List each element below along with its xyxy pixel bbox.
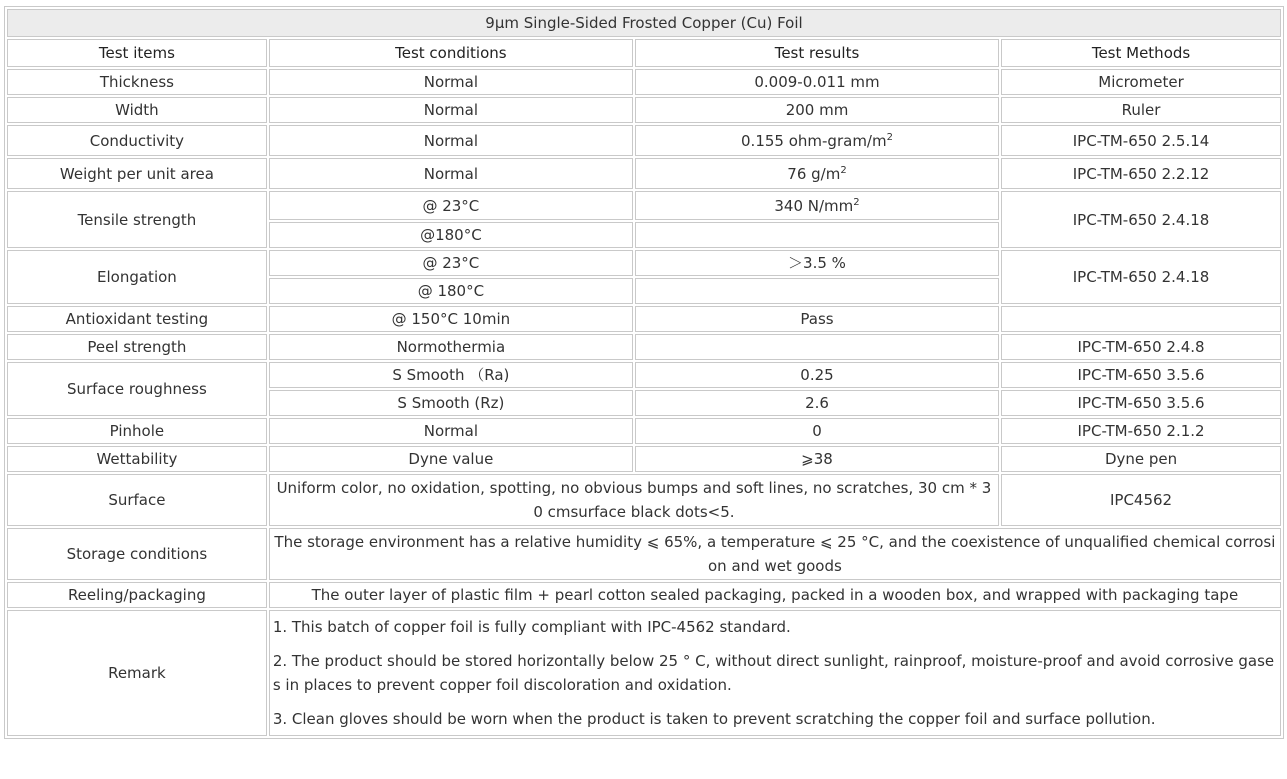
method-cell: IPC-TM-650 3.5.6: [1001, 390, 1281, 416]
table-row: [7, 362, 1281, 388]
method-cell: Micrometer: [1001, 69, 1281, 95]
condition-cell: Normal: [269, 418, 633, 444]
result-cell: [635, 222, 999, 248]
item-cell: Elongation: [7, 250, 267, 304]
table-row: [7, 250, 1281, 276]
condition-cell: Normal: [269, 125, 633, 156]
spec-table: [4, 6, 1284, 739]
item-cell: Tensile strength: [7, 191, 267, 248]
table-row: [7, 418, 1281, 444]
method-cell: IPC-TM-650 2.2.12: [1001, 158, 1281, 189]
item-cell: Surface: [7, 474, 267, 526]
table-row: [7, 306, 1281, 332]
condition-cell: Dyne value: [269, 446, 633, 472]
condition-cell: S Smooth （Ra): [269, 362, 633, 388]
condition-cell: Normal: [269, 97, 633, 123]
condition-cell: @ 150°C 10min: [269, 306, 633, 332]
result-cell: Pass: [635, 306, 999, 332]
condition-cell: @180°C: [269, 222, 633, 248]
superscript: 2: [853, 196, 860, 208]
table-row: [7, 610, 1281, 736]
method-cell: IPC4562: [1001, 474, 1281, 526]
method-cell: IPC-TM-650 3.5.6: [1001, 362, 1281, 388]
method-cell: IPC-TM-650 2.4.18: [1001, 250, 1281, 304]
item-cell: Thickness: [7, 69, 267, 95]
item-cell: Remark: [7, 610, 267, 736]
method-cell: Dyne pen: [1001, 446, 1281, 472]
table-row: [7, 474, 1281, 526]
item-cell: Width: [7, 97, 267, 123]
method-cell: [1001, 306, 1281, 332]
result-cell: 0.009-0.011 mm: [635, 69, 999, 95]
table-row: [7, 582, 1281, 608]
result-value: 76 g/m: [787, 164, 841, 183]
method-cell: Ruler: [1001, 97, 1281, 123]
superscript: 2: [886, 131, 893, 143]
result-cell: 0: [635, 418, 999, 444]
table-row: [7, 334, 1281, 360]
surface-description: Uniform color, no oxidation, spotting, no obvious bumps and soft lines, no scratches, 30 cm * 30 cmsurface black dots<5.: [269, 474, 999, 526]
item-cell: Storage conditions: [7, 528, 267, 580]
superscript: 2: [840, 164, 847, 176]
table-row: [7, 158, 1281, 189]
remark-line: 2. The product should be stored horizontally below 25 ° C, without direct sunlight, rainproof, moisture-proof and avoid corrosive gases in places to prevent copper foil discoloration and oxidation.: [272, 652, 1275, 694]
result-value: 340 N/mm: [774, 196, 854, 215]
result-cell: [635, 334, 999, 360]
condition-cell: Normothermia: [269, 334, 633, 360]
item-cell: Pinhole: [7, 418, 267, 444]
header-test-methods: Test Methods: [1001, 39, 1281, 67]
result-cell: 2.6: [635, 390, 999, 416]
result-cell: [635, 191, 999, 220]
table-row: [7, 69, 1281, 95]
result-cell: [635, 125, 999, 156]
table-row: [7, 97, 1281, 123]
condition-cell: Normal: [269, 158, 633, 189]
item-cell: Surface roughness: [7, 362, 267, 416]
item-cell: Antioxidant testing: [7, 306, 267, 332]
table-row: [7, 446, 1281, 472]
header-test-results: Test results: [635, 39, 999, 67]
method-cell: IPC-TM-650 2.4.8: [1001, 334, 1281, 360]
item-cell: Weight per unit area: [7, 158, 267, 189]
condition-cell: @ 23°C: [269, 250, 633, 276]
table-title: 9µm Single-Sided Frosted Copper (Cu) Foil: [7, 9, 1281, 37]
result-cell: 200 mm: [635, 97, 999, 123]
method-cell: IPC-TM-650 2.5.14: [1001, 125, 1281, 156]
item-cell: Conductivity: [7, 125, 267, 156]
storage-description: The storage environment has a relative humidity ⩽ 65%, a temperature ⩽ 25 °C, and the coexistence of unqualified chemical corrosion and wet goods: [269, 528, 1281, 580]
header-test-conditions: Test conditions: [269, 39, 633, 67]
result-cell: 0.25: [635, 362, 999, 388]
result-cell: [635, 158, 999, 189]
result-cell: [635, 278, 999, 304]
condition-cell: S Smooth (Rz): [269, 390, 633, 416]
table-row: [7, 125, 1281, 156]
remark-cell: [269, 610, 1281, 736]
table-row: [7, 191, 1281, 220]
condition-cell: @ 23°C: [269, 191, 633, 220]
item-cell: Reeling/packaging: [7, 582, 267, 608]
remark-line: 1. This batch of copper foil is fully compliant with IPC-4562 standard.: [272, 618, 791, 636]
method-cell: IPC-TM-650 2.4.18: [1001, 191, 1281, 248]
condition-cell: @ 180°C: [269, 278, 633, 304]
packaging-description: The outer layer of plastic film + pearl cotton sealed packaging, packed in a wooden box, and wrapped with packaging tape: [269, 582, 1281, 608]
remark-line: 3. Clean gloves should be worn when the product is taken to prevent scratching the copper foil and surface pollution.: [272, 710, 1156, 728]
result-cell: ⩾38: [635, 446, 999, 472]
method-cell: IPC-TM-650 2.1.2: [1001, 418, 1281, 444]
item-cell: Wettability: [7, 446, 267, 472]
condition-cell: Normal: [269, 69, 633, 95]
table-row: [7, 528, 1281, 580]
result-cell: ＞3.5 %: [635, 250, 999, 276]
item-cell: Peel strength: [7, 334, 267, 360]
result-value: 0.155 ohm-gram/m: [741, 131, 887, 150]
header-test-items: Test items: [7, 39, 267, 67]
